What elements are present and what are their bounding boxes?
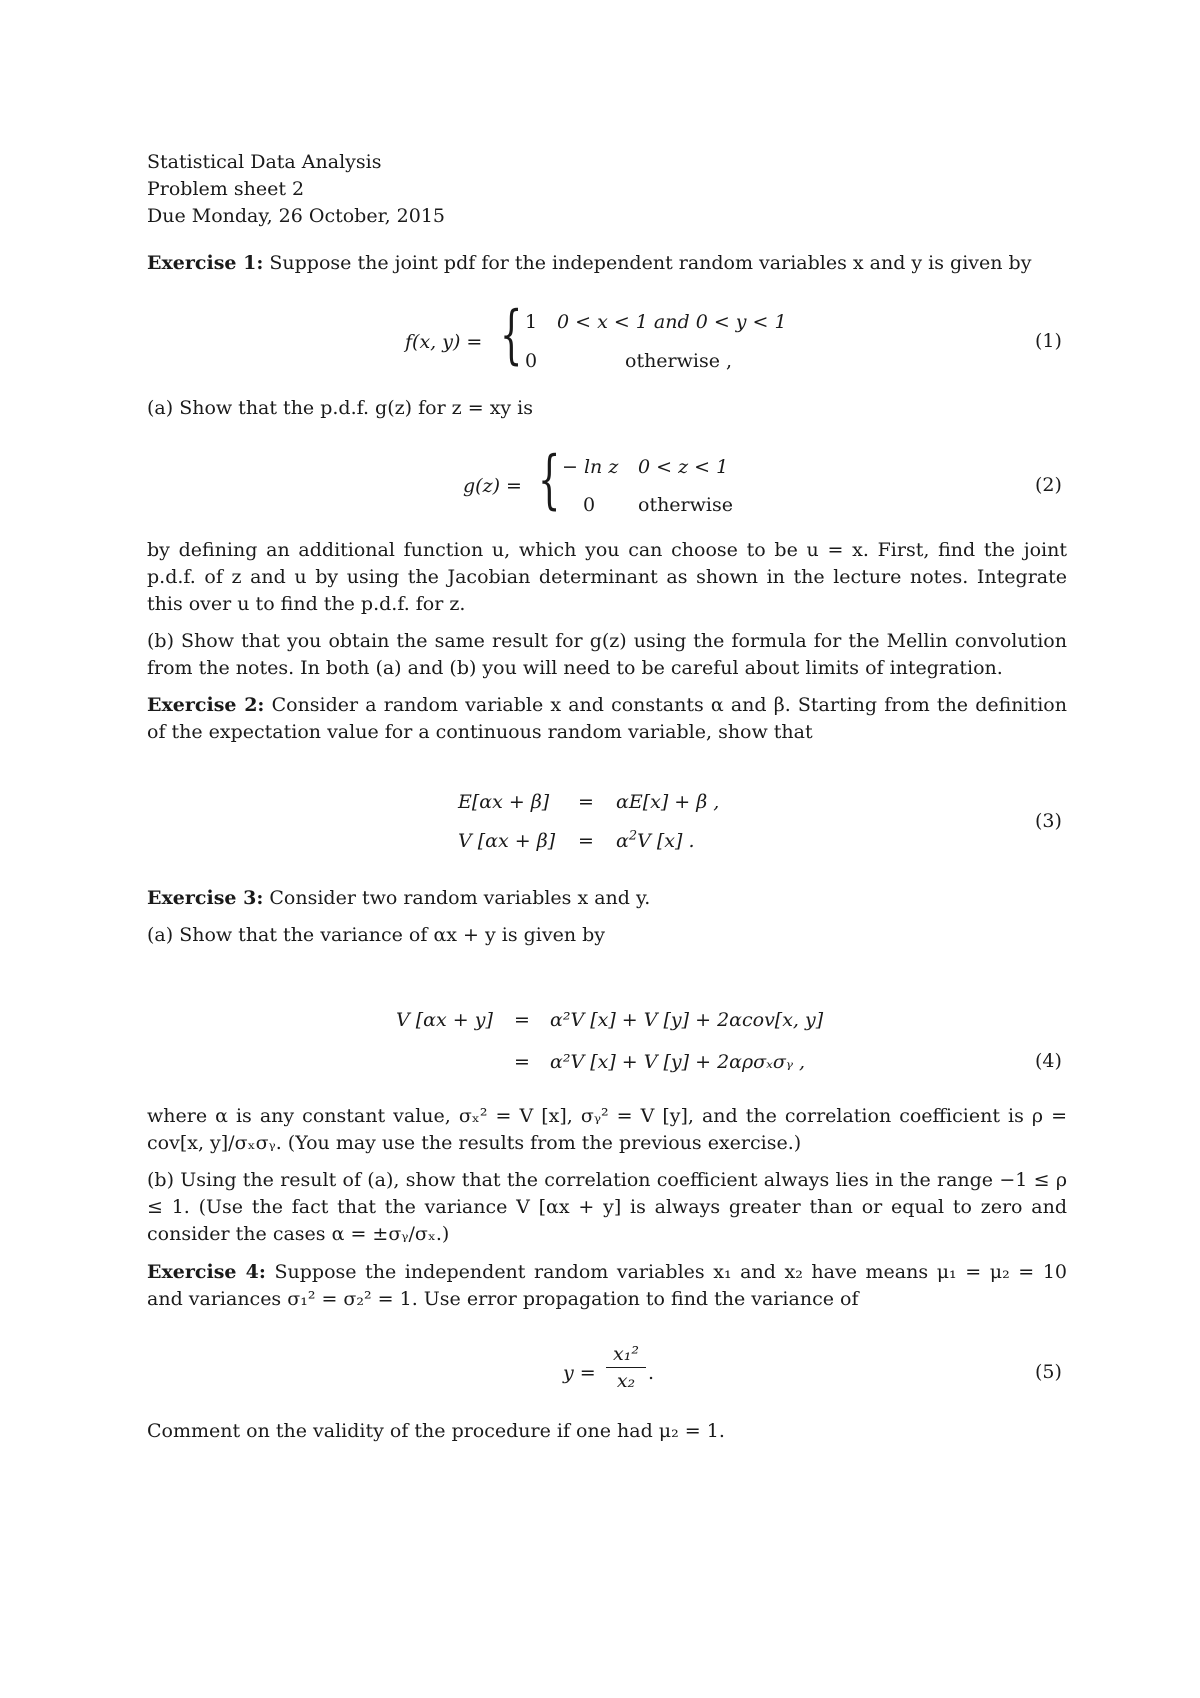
exercise-3-intro (147, 885, 1067, 912)
sheet-title: Problem sheet 2 (147, 178, 305, 200)
due-date: Due Monday, 26 October, 2015 (147, 205, 446, 227)
exercise-3-part-a-continued: where α is any constant value, σₓ² = V [x], σᵧ² = V [y], and the correlation coefficient is ρ = cov[x, y]/σₓσᵧ. (You may use the results from the previous exercise.) (147, 1105, 1067, 1154)
eq4a-rhs: α²V [x] + V [y] + 2αcov[x, y] (550, 1009, 824, 1031)
eq2-case1-condition: 0 < z < 1 (638, 456, 729, 478)
eq4a-equals: = (514, 1009, 530, 1031)
exercise-4-text: Suppose the independent random variables x₁ and x₂ have means μ₁ = μ₂ = 10 and variances σ₁² = σ₂² = 1. Use error propagation to find the variance of (147, 1261, 1067, 1310)
exercise-4-label: Exercise 4: (147, 1261, 266, 1283)
eq2-case2-condition: otherwise (638, 494, 733, 516)
exercise-1-part-b: (b) Show that you obtain the same result for g(z) using the formula for the Mellin convolution from the notes. In both (a) and (b) you will need to be careful about limits of integration. (147, 630, 1067, 679)
eq5-numerator: x₁² (613, 1343, 639, 1365)
eq3-number: (3) (1035, 810, 1062, 832)
exercise-1-part-a-continued: by defining an additional function u, which you can choose to be u = x. First, find the joint p.d.f. of z and u by using the Jacobian determinant as shown in the lecture notes. Integrate this over u to find the p.d.f. for z. (147, 539, 1067, 615)
exercise-2-text: Consider a random variable x and constants α and β. Starting from the definition of the expectation value for a continuous random variable, show that (147, 694, 1067, 743)
exercise-3-text: Consider two random variables x and y. (269, 887, 651, 909)
eq4b-equals: = (514, 1051, 530, 1073)
eq2-case2-value: 0 (583, 494, 596, 516)
eq3b-rhs: $\alpha^2V$ [x] . (616, 828, 695, 852)
exercise-1-text: Suppose the joint pdf for the independent random variables x and y is given by (269, 252, 1032, 274)
eq2-case1-value: − ln z (562, 456, 619, 478)
eq5-fraction (606, 1343, 646, 1392)
exercise-1-part-a: (a) Show that the p.d.f. g(z) for z = xy is (147, 397, 534, 419)
eq1-number: (1) (1035, 330, 1062, 352)
eq2-brace: { (538, 443, 561, 517)
eq1-case2-value: 0 (525, 350, 538, 372)
eq5-number: (5) (1035, 1361, 1062, 1383)
eq5-period: . (648, 1362, 655, 1384)
course-title: Statistical Data Analysis (147, 151, 382, 173)
eq2-lhs: g(z) = (463, 475, 522, 497)
eq1-case2-condition: otherwise , (625, 350, 733, 372)
eq3a-lhs: E[αx + β] (458, 791, 550, 813)
eq1-brace: { (500, 298, 523, 372)
eq5-lhs: y = (563, 1362, 596, 1384)
eq2-number: (2) (1035, 474, 1062, 496)
eq4b-rhs: α²V [x] + V [y] + 2αρσₓσᵧ , (550, 1051, 806, 1073)
exercise-2-intro (147, 692, 1067, 746)
exercise-1-label: Exercise 1: (147, 252, 264, 274)
exercise-4-comment: Comment on the validity of the procedure if one had μ₂ = 1. (147, 1420, 725, 1442)
eq1-case1-value: 1 (525, 311, 538, 333)
exercise-4-intro (147, 1259, 1067, 1313)
eq4a-lhs: V [αx + y] (396, 1009, 493, 1031)
exercise-1-intro (147, 250, 1067, 277)
exercise-2-label: Exercise 2: (147, 694, 265, 716)
eq1-lhs: f(x, y) = (405, 331, 483, 353)
eq1-case1-condition: 0 < x < 1 and 0 < y < 1 (557, 311, 787, 333)
exercise-3-part-a: (a) Show that the variance of αx + y is given by (147, 924, 606, 946)
exercise-3-part-b: (b) Using the result of (a), show that the correlation coefficient always lies in the range −1 ≤ ρ ≤ 1. (Use the fact that the variance V [αx + y] is always greater than or equal to zero and consider the cases α = ±σᵧ/σₓ.) (147, 1169, 1067, 1245)
eq4-number: (4) (1035, 1050, 1062, 1072)
exercise-3-label: Exercise 3: (147, 887, 264, 909)
eq3b-equals: = (578, 830, 594, 852)
eq5-denominator: x₂ (616, 1370, 636, 1392)
eq5-fraction-bar (606, 1367, 646, 1368)
eq3a-equals: = (578, 791, 594, 813)
eq3b-lhs: V [αx + β] (458, 830, 556, 852)
eq3a-rhs: αE[x] + β , (616, 791, 720, 813)
